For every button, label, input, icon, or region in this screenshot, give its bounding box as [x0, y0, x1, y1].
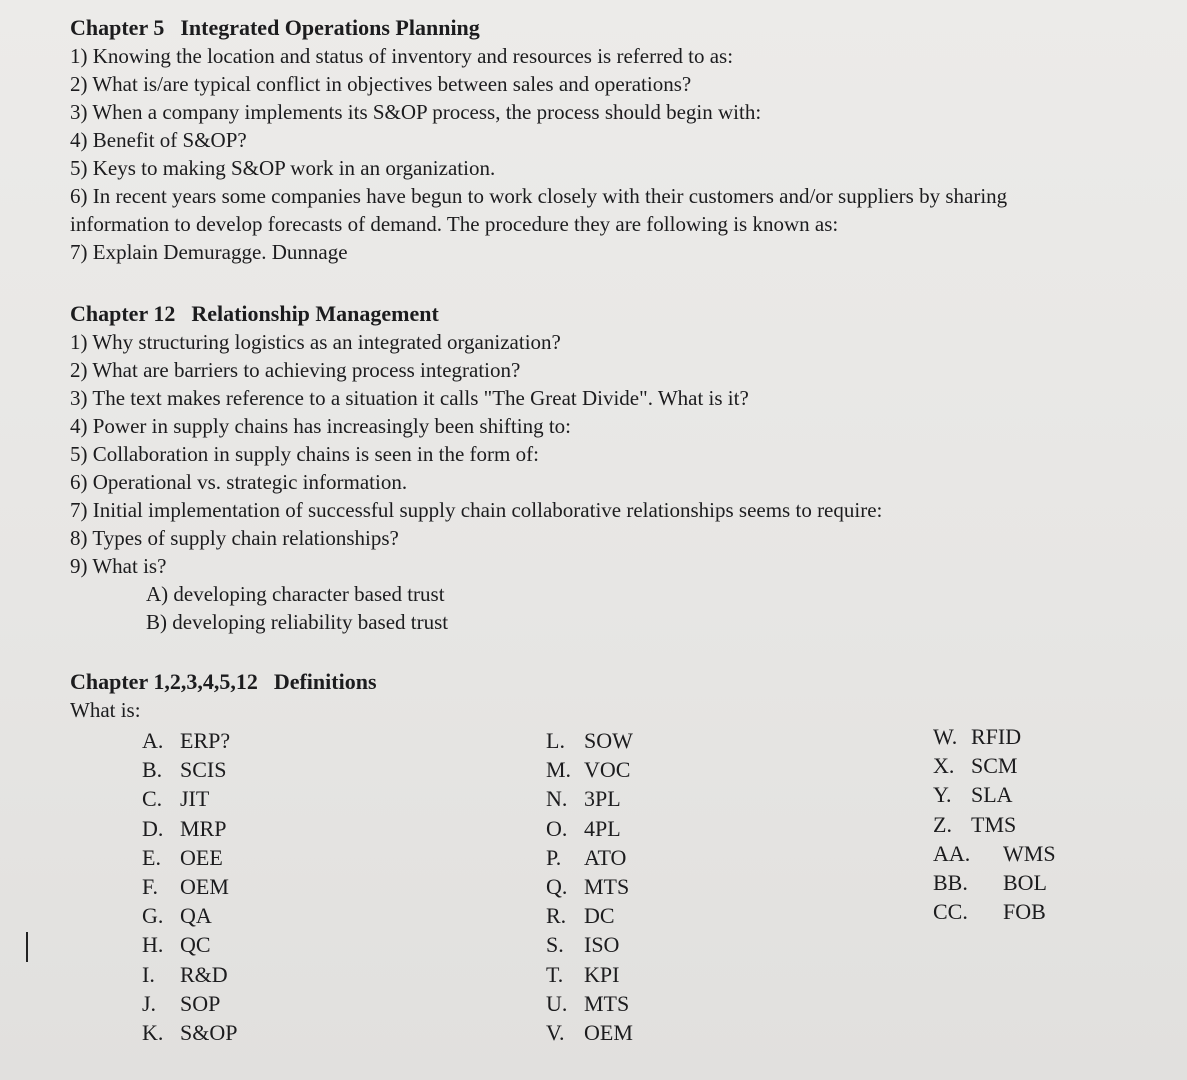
definition-letter: Y.: [933, 782, 952, 808]
definition-letter: B.: [142, 757, 163, 783]
definition-term: SCM: [971, 753, 1018, 779]
definition-letter: E.: [142, 844, 161, 870]
definition-term: KPI: [584, 961, 620, 987]
definition-item: [546, 843, 633, 872]
definition-item: [142, 872, 237, 901]
chapter-5-title: Integrated Operations Planning: [180, 15, 480, 40]
chapter-12-question: 5) Collaboration in supply chains is seen in the form of:: [70, 442, 539, 466]
definition-letter: J.: [142, 990, 157, 1016]
definition-letter: M.: [546, 757, 572, 783]
definition-letter: U.: [546, 990, 568, 1016]
definitions-column-3: [933, 722, 1056, 926]
chapter-12-number: Chapter 12: [70, 301, 176, 326]
definitions-heading: [70, 668, 1160, 696]
text-cursor-mark: [26, 932, 28, 962]
definition-letter: X.: [933, 753, 955, 779]
definition-term: SOP: [180, 990, 221, 1016]
definition-letter: L.: [546, 728, 565, 753]
definition-item: [142, 989, 237, 1018]
chapter-12-question: 3) The text makes reference to a situation it calls "The Great Divide". What is it?: [70, 386, 749, 410]
definition-letter: AA.: [933, 840, 971, 866]
definition-term: SLA: [971, 782, 1013, 808]
answer-option: A) developing character based trust: [146, 582, 445, 606]
chapter-5-question: 5) Keys to making S&OP work in an organization.: [70, 156, 496, 180]
definitions-prompt: What is:: [70, 698, 141, 722]
definitions-section: [70, 668, 1160, 724]
definition-letter: I.: [142, 961, 155, 987]
chapter-12-heading: [70, 300, 1160, 328]
definition-term: OEE: [180, 844, 223, 870]
definition-term: R&D: [180, 961, 228, 987]
definition-item: [933, 751, 1056, 780]
definition-term: SOW: [584, 728, 633, 753]
definition-item: [933, 897, 1056, 926]
chapter-12-title: Relationship Management: [191, 301, 439, 326]
chapter-5-question: 3) When a company implements its S&OP process, the process should begin with:: [70, 100, 762, 124]
definition-item: [546, 901, 633, 930]
chapter-5-question: 1) Knowing the location and status of inventory and resources is referred to as:: [70, 44, 734, 68]
definition-letter: Z.: [933, 811, 952, 837]
chapter-5-question: 7) Explain Demuragge. Dunnage: [70, 240, 348, 264]
definition-term: ISO: [584, 932, 620, 958]
definition-term: QA: [180, 903, 212, 929]
definition-letter: G.: [142, 903, 164, 929]
chapter-5-number: Chapter 5: [70, 15, 165, 40]
chapter-12-question: 4) Power in supply chains has increasingly been shifting to:: [70, 414, 571, 438]
definition-item: [142, 901, 237, 930]
definition-letter: V.: [546, 1020, 565, 1046]
definition-term: 4PL: [584, 815, 621, 841]
definitions-chapters: Chapter 1,2,3,4,5,12: [70, 669, 258, 694]
chapter-5-heading: [70, 14, 1160, 42]
definition-item: [546, 814, 633, 843]
definition-item: [546, 726, 633, 755]
chapter-12-question: 7) Initial implementation of successful supply chain collaborative relationships seems to require:: [70, 498, 883, 522]
definition-item: [142, 960, 237, 989]
definition-item: [933, 722, 1056, 751]
definition-item: [546, 989, 633, 1018]
chapter-5-question: 6) In recent years some companies have begun to work closely with their customers and/or suppliers by sharing: [70, 184, 1008, 208]
definition-item: [933, 839, 1056, 868]
definition-term: MTS: [584, 990, 630, 1016]
definition-letter: C.: [142, 786, 163, 812]
definition-item: [142, 755, 237, 784]
chapter-5-question: 2) What is/are typical conflict in objectives between sales and operations?: [70, 72, 692, 96]
definition-term: WMS: [1003, 840, 1056, 866]
definition-term: JIT: [180, 786, 210, 812]
definition-item: [546, 872, 633, 901]
definition-item: [142, 843, 237, 872]
definition-item: [933, 780, 1056, 809]
definition-item: [546, 755, 633, 784]
definition-term: SCIS: [180, 757, 227, 783]
definition-letter: A.: [142, 728, 164, 753]
definition-term: MRP: [180, 815, 227, 841]
definition-term: FOB: [1003, 899, 1046, 925]
definition-term: S&OP: [180, 1020, 238, 1046]
definition-item: [142, 930, 237, 959]
chapter-12-question: 6) Operational vs. strategic information.: [70, 470, 408, 494]
chapter-5-section: [70, 14, 1160, 266]
definition-letter: F.: [142, 874, 158, 900]
definition-item: [546, 960, 633, 989]
definitions-title: Definitions: [273, 669, 377, 694]
definitions-list: [142, 726, 1142, 1046]
definition-item: [142, 1018, 237, 1047]
definition-item: [546, 1018, 633, 1047]
definition-term: OEM: [180, 874, 229, 900]
definition-letter: S.: [546, 932, 564, 958]
definition-item: [546, 784, 633, 813]
definition-letter: R.: [546, 903, 567, 929]
definition-item: [142, 784, 237, 813]
definition-letter: N.: [546, 786, 568, 812]
definition-letter: H.: [142, 932, 164, 958]
definition-item: [142, 726, 237, 755]
definitions-column-2: [546, 726, 633, 1047]
definition-term: BOL: [1003, 870, 1047, 896]
definition-letter: Q.: [546, 874, 568, 900]
answer-option: B) developing reliability based trust: [146, 610, 449, 634]
definition-item: [933, 810, 1056, 839]
chapter-12-section: [70, 300, 1160, 636]
definition-letter: T.: [546, 961, 564, 987]
definition-letter: O.: [546, 815, 568, 841]
chapter-5-question-continued: information to develop forecasts of demand. The procedure they are following is known as:: [70, 212, 839, 236]
definition-item: [142, 814, 237, 843]
definition-term: DC: [584, 903, 615, 929]
definition-letter: D.: [142, 815, 164, 841]
definition-term: ATO: [584, 844, 627, 870]
definition-letter: W.: [933, 724, 958, 749]
definition-item: [546, 930, 633, 959]
chapter-5-question: 4) Benefit of S&OP?: [70, 128, 247, 152]
chapter-12-question: 2) What are barriers to achieving process integration?: [70, 358, 521, 382]
chapter-12-question: 1) Why structuring logistics as an integrated organization?: [70, 330, 561, 354]
definition-term: RFID: [971, 724, 1022, 749]
definition-term: QC: [180, 932, 211, 958]
chapter-12-question: 9) What is?: [70, 554, 167, 578]
definition-term: 3PL: [584, 786, 621, 812]
definition-letter: K.: [142, 1020, 164, 1046]
definition-term: OEM: [584, 1020, 633, 1046]
definition-letter: CC.: [933, 899, 968, 925]
definition-term: TMS: [971, 811, 1017, 837]
definitions-column-1: [142, 726, 237, 1047]
definition-term: VOC: [584, 757, 631, 783]
definition-term: ERP?: [180, 728, 231, 753]
chapter-12-question: 8) Types of supply chain relationships?: [70, 526, 399, 550]
definition-letter: BB.: [933, 870, 968, 896]
definition-item: [933, 868, 1056, 897]
definition-letter: P.: [546, 844, 562, 870]
definition-term: MTS: [584, 874, 630, 900]
